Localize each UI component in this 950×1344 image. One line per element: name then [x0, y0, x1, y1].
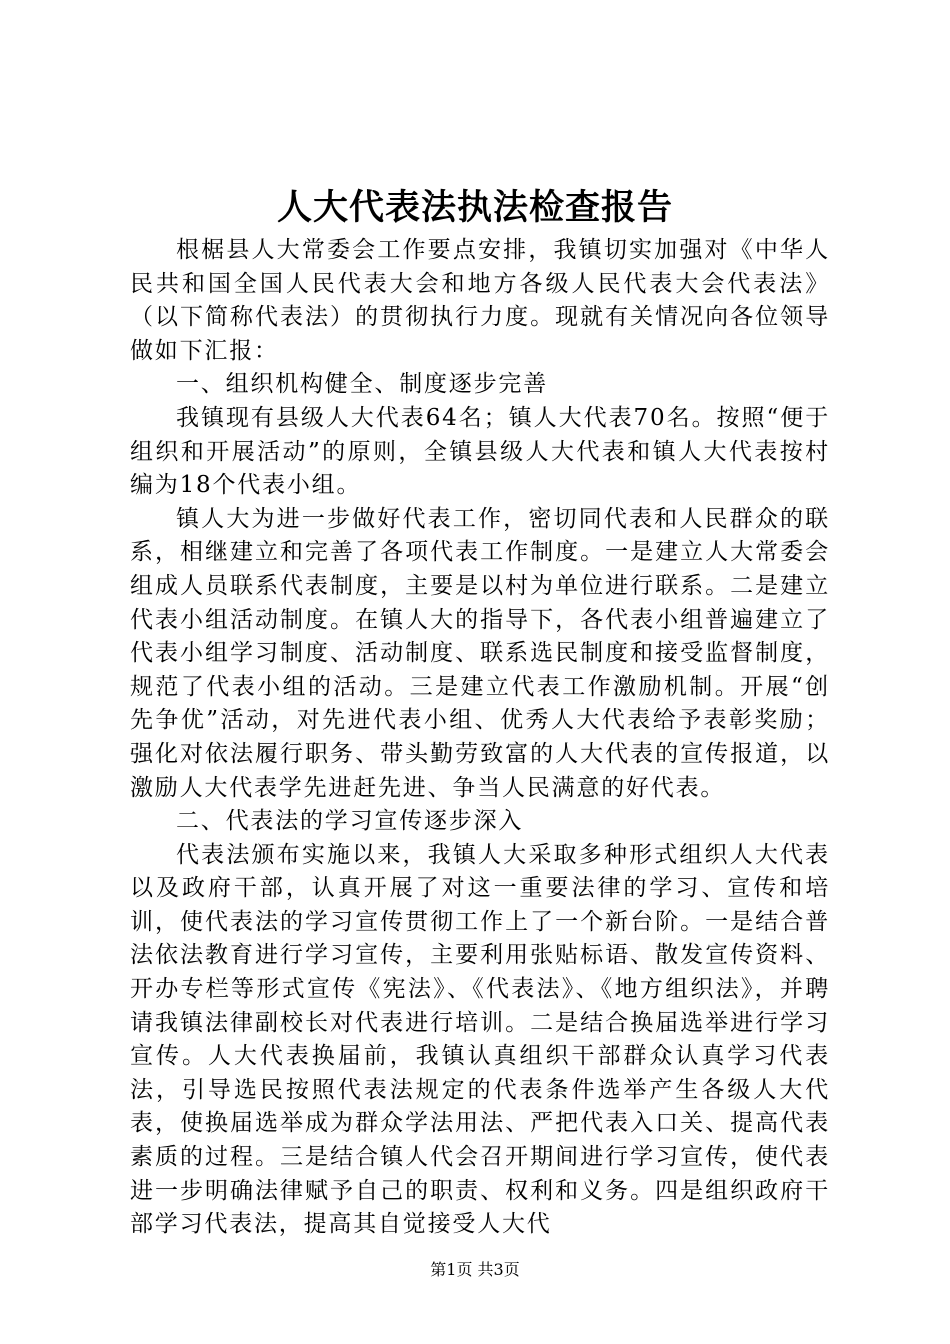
- body-paragraph: 代表法颁布实施以来，我镇人大采取多种形式组织人大代表以及政府干部，认真开展了对这一重要法律的学习、宣传和培训，使代表法的学习宣传贯彻工作上了一个新台阶。一是结合普法依法教育进行学习宣传，主要利用张贴标语、散发宣传资料、开办专栏等形式宣传《宪法》、《代表法》、《地方组织法》，并聘请我镇法律副校长对代表进行培训。二是结合换届选举进行学习宣传。人大代表换届前，我镇认真组织干部群众认真学习代表法，引导选民按照代表法规定的代表条件选举产生各级人大代表，使换届选举成为群众学法用法、严把代表入口关、提高代表素质的过程。三是结合镇人代会召开期间进行学习宣传，使代表进一步明确法律赋予自己的职责、权利和义务。四是组织政府干部学习代表法，提高其自觉接受人大代: [130, 841, 830, 1238]
- body-paragraph: 镇人大为进一步做好代表工作，密切同代表和人民群众的联系，相继建立和完善了各项代表工作制度。一是建立人大常委会组成人员联系代表制度，主要是以村为单位进行联系。二是建立代表小组活动制度。在镇人大的指导下，各代表小组普遍建立了代表小组学习制度、活动制度、联系选民制度和接受监督制度，规范了代表小组的活动。三是建立代表工作激励机制。开展“创先争优”活动，对先进代表小组、优秀人大代表给予表彰奖励；强化对依法履行职务、带头勤劳致富的人大代表的宣传报道，以激励人大代表学先进赶先进、争当人民满意的好代表。: [130, 505, 830, 801]
- document-body: [130, 234, 830, 1242]
- section-heading-2: 二、代表法的学习宣传逐步深入: [176, 808, 524, 835]
- section-heading-1: 一、组织机构健全、制度逐步完善: [176, 371, 548, 398]
- document-title: 人大代表法执法检查报告: [276, 187, 673, 228]
- page-number-footer: 第1页 共3页: [430, 1260, 520, 1279]
- body-paragraph: 我镇现有县级人大代表64名；镇人大代表70名。按照“便于组织和开展活动”的原则，全镇县级人大代表和镇人大代表按村编为18个代表小组。: [130, 404, 830, 499]
- intro-paragraph: 根椐县人大常委会工作要点安排，我镇切实加强对《中华人民共和国全国人民代表大会和地方各级人民代表大会代表法》（以下简称代表法）的贯彻执行力度。现就有关情况向各位领导做如下汇报：: [130, 237, 830, 364]
